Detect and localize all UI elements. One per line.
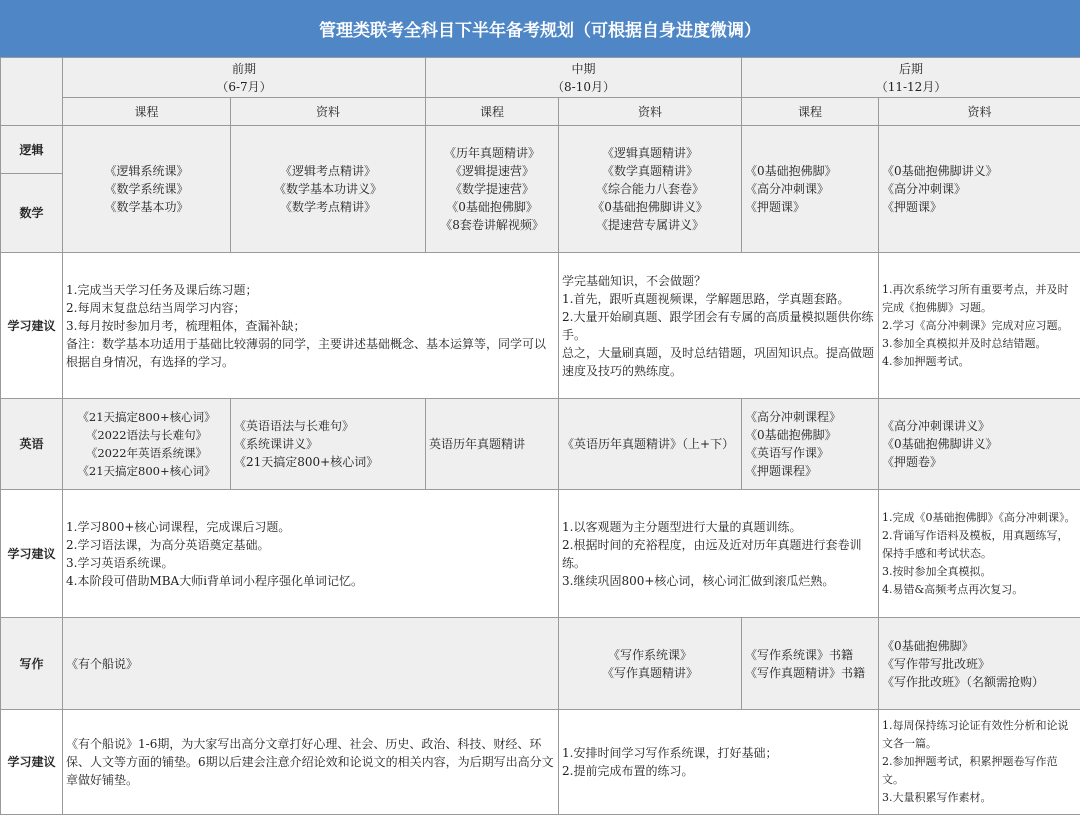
advice-writing-late: 1.每周保持练习论证有效性分析和论说文各一篇。 2.参加押题考试，积累押题卷写作范文。 3.大量积累写作素材。	[879, 710, 1080, 815]
phase-mid-name: 中期	[571, 61, 596, 76]
label-advice-english: 学习建议	[1, 490, 63, 618]
english-early-course: 《21天搞定800+核心词》 《2022语法与长难句》 《2022年英语系统课》 《21天搞定800+核心词》	[63, 399, 231, 490]
label-logic: 逻辑	[1, 126, 63, 174]
col-course-late: 课程	[742, 98, 879, 126]
writing-late-course: 《0基础抱佛脚》 《写作带写批改班》 《写作批改班》（名额需抢购）	[879, 618, 1080, 710]
logic-math-early-material: 《逻辑考点精讲》 《数学基本功讲义》 《数学考点精讲》	[231, 126, 426, 253]
phase-late-range: （11-12月）	[875, 79, 947, 94]
label-writing: 写作	[1, 618, 63, 710]
col-course-mid: 课程	[426, 98, 559, 126]
col-material-early: 资料	[231, 98, 426, 126]
phase-mid	[426, 58, 742, 98]
phase-late	[742, 58, 1080, 98]
english-mid-course: 英语历年真题精讲	[426, 399, 559, 490]
logic-math-late-material: 《0基础抱佛脚讲义》 《高分冲刺课》 《押题课》	[879, 126, 1080, 253]
writing-mid-course: 《写作系统课》 《写作真题精讲》	[559, 618, 742, 710]
col-material-mid: 资料	[559, 98, 742, 126]
col-material-late: 资料	[879, 98, 1080, 126]
advice-english-mid: 1.以客观题为主分题型进行大量的真题训练。 2.根据时间的充裕程度，由远及近对历年真题进行套卷训练。 3.继续巩固800+核心词，核心词汇做到滚瓜烂熟。	[559, 490, 879, 618]
phase-early-range: （6-7月）	[216, 79, 272, 94]
corner-cell	[1, 58, 63, 126]
english-mid-material: 《英语历年真题精讲》（上+下）	[559, 399, 742, 490]
advice-logic-math-late: 1.再次系统学习所有重要考点，并及时完成《抱佛脚》习题。 2.学习《高分冲刺课》完成对应习题。 3.参加全真模拟并及时总结错题。 4.参加押题考试。	[879, 253, 1080, 399]
label-advice-writing: 学习建议	[1, 710, 63, 815]
phase-early	[63, 58, 426, 98]
phase-mid-range: （8-10月）	[552, 79, 615, 94]
study-plan-table	[0, 57, 1080, 815]
writing-mid-material: 《写作系统课》书籍 《写作真题精讲》书籍	[742, 618, 879, 710]
logic-math-mid-material: 《逻辑真题精讲》 《数学真题精讲》 《综合能力八套卷》 《0基础抱佛脚讲义》 《提速营专属讲义》	[559, 126, 742, 253]
english-late-material: 《高分冲刺课讲义》 《0基础抱佛脚讲义》 《押题卷》	[879, 399, 1080, 490]
logic-math-late-course: 《0基础抱佛脚》 《高分冲刺课》 《押题课》	[742, 126, 879, 253]
phase-early-name: 前期	[232, 61, 257, 76]
phase-late-name: 后期	[899, 61, 924, 76]
col-course-early: 课程	[63, 98, 231, 126]
page-title: 管理类联考全科目下半年备考规划（可根据自身进度微调）	[0, 0, 1080, 57]
advice-writing-mid: 1.安排时间学习写作系统课，打好基础； 2.提前完成布置的练习。	[559, 710, 879, 815]
advice-logic-math-mid: 学完基础知识，不会做题？ 1.首先，跟听真题视频课，学解题思路，学真题套路。 2.大量开始刷真题、跟学团会有专属的高质量模拟题供你练手。 总之，大量刷真题，及时总结错题，巩固知识点。提高做题速度及技巧的熟练度。	[559, 253, 879, 399]
english-late-course: 《高分冲刺课程》 《0基础抱佛脚》 《英语写作课》 《押题课程》	[742, 399, 879, 490]
advice-english-late: 1.完成《0基础抱佛脚》《高分冲刺课》。 2.背诵写作语料及模板，用真题练写，保持手感和考试状态。 3.按时参加全真模拟。 4.易错&高频考点再次复习。	[879, 490, 1080, 618]
advice-english-early: 1.学习800+核心词课程，完成课后习题。 2.学习语法课，为高分英语奠定基础。 3.学习英语系统课。 4.本阶段可借助MBA大师i背单词小程序强化单词记忆。	[63, 490, 559, 618]
writing-early: 《有个船说》	[63, 618, 559, 710]
label-advice-logic-math: 学习建议	[1, 253, 63, 399]
label-english: 英语	[1, 399, 63, 490]
english-early-material: 《英语语法与长难句》 《系统课讲义》 《21天搞定800+核心词》	[231, 399, 426, 490]
advice-writing-early: 《有个船说》1-6期，为大家写出高分文章打好心理、社会、历史、政治、科技、财经、环保、人文等方面的铺垫。6期以后建会注意介绍论效和论说文的相关内容，为后期写出高分文章做好铺垫。	[63, 710, 559, 815]
label-math: 数学	[1, 174, 63, 253]
advice-logic-math-early: 1.完成当天学习任务及课后练习题； 2.每周末复盘总结当周学习内容； 3.每月按时参加月考，梳理粗体，查漏补缺； 备注：数学基本功适用于基础比较薄弱的同学，主要讲述基础概念、基本运算等，同学可以根据自身情况，有选择的学习。	[63, 253, 559, 399]
logic-math-early-course: 《逻辑系统课》 《数学系统课》 《数学基本功》	[63, 126, 231, 253]
logic-math-mid-course: 《历年真题精讲》 《逻辑提速营》 《数学提速营》 《0基础抱佛脚》 《8套卷讲解视频》	[426, 126, 559, 253]
